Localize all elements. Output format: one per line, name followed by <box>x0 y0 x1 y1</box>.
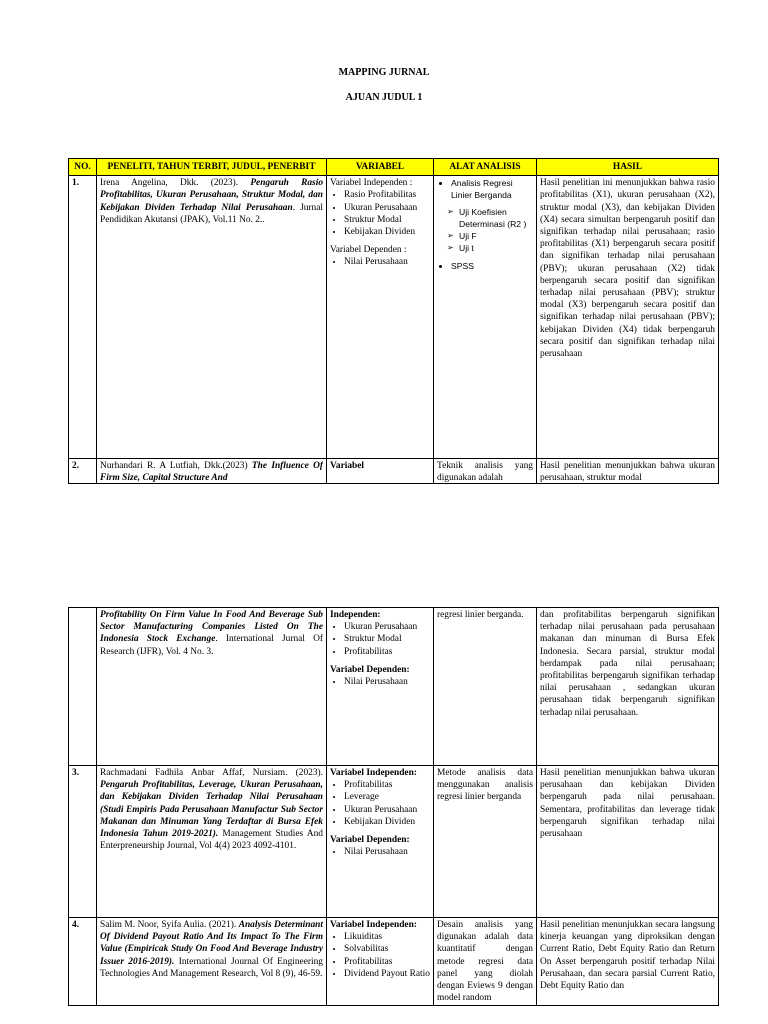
list-item: • Profitabilitas <box>344 646 430 658</box>
variabel-cell <box>327 766 434 918</box>
hasil-cell: dan profitabilitas berpengaruh signifikan terhadap nilai perusahaan pada perusahaan makanan dan minuman di Bursa Efek Indonesia. Secara parsial, struktur modal berdampak pada nilai perusahaan; profitabilitas berpengaruh signifikan terhadap nilai perusahaan , sedangkan ukuran perusahaan tidak berpengaruh signifikan terhadap nilai perusahaan. <box>537 608 719 766</box>
list-item: • Profitabilitas <box>344 956 430 968</box>
alat-main: • Analisis Regresi Linier Berganda <box>451 177 533 201</box>
row-number: 2. <box>69 459 97 484</box>
authors: Nurhandari R. A Lutfiah, Dkk.(2023) <box>100 461 248 472</box>
list-item: • Nilai Perusahaan <box>344 846 430 858</box>
list-item: ➢ Uji F <box>459 230 533 242</box>
variabel-cell <box>327 918 434 1006</box>
header-peneliti: PENELITI, TAHUN TERBIT, JUDUL, PENERBIT <box>97 159 327 176</box>
alat-cell: regresi linier berganda. <box>434 608 537 766</box>
mapping-table-part-1 <box>68 158 719 484</box>
paper-title-part-b: Profitability On Firm Value In Food And Beverage Sub Sector Manufacturing Companies Listed On The Indonesia Stock Exchange <box>100 610 323 645</box>
alat-cell: Desain analisis yang digunakan adalah data kuantitatif dengan metode regresi data panel yang diolah dengan Eviews 9 dengan model random <box>434 918 537 1006</box>
row-number: 1. <box>69 176 97 459</box>
hasil-cell <box>537 459 719 484</box>
paper-title: Pengaruh Rasio Profitabilitas, Ukuran Perusahaan, Struktur Modal, dan Kebijakan Dividen Terhadap Nilai Perusahaan <box>100 178 324 213</box>
peneliti-cell <box>97 918 327 1006</box>
document-title: MAPPING JURNAL <box>338 67 430 78</box>
alat-cell <box>434 176 537 459</box>
var-independen-label-part-a: Variabel <box>330 461 365 472</box>
table-row <box>69 176 719 459</box>
var-dependen-label: Variabel Dependen : <box>330 245 407 256</box>
list-item: • Rasio Profitabilitas <box>344 189 430 201</box>
row-number-empty <box>69 608 97 766</box>
var-independen-label: Variabel Independen: <box>330 768 417 778</box>
list-item: ➢ Uji t <box>459 242 533 254</box>
list-item: • Nilai Perusahaan <box>344 676 430 688</box>
var-independen-list <box>330 189 430 238</box>
peneliti-cell <box>97 459 327 484</box>
hasil-text-part-a: Hasil penelitian menunjukkan bahwa ukuran perusahaan, struktur modal <box>540 461 715 483</box>
variabel-cell <box>327 176 434 459</box>
row-number: 3. <box>69 766 97 918</box>
var-dependen-list <box>330 256 430 268</box>
table-row <box>69 608 719 766</box>
var-dependen-list <box>330 676 430 688</box>
header-no: NO. <box>69 159 97 176</box>
list-item: • Likuiditas <box>344 931 430 943</box>
variabel-cell <box>327 459 434 484</box>
var-independen-list <box>330 931 430 980</box>
authors: Irena Angelina, Dkk. (2023). <box>100 178 239 189</box>
paper-title: Analysis Determinant Of Dividend Payout Ratio And Its Impact To The Firm Value (Empiricak Study On Food And Beverage Industry Issuer 2016-2019). <box>100 920 324 967</box>
list-item: ➢ Uji Koefisien Determinasi (R2 ) <box>459 206 533 230</box>
paper-title-part-a: The Influence Of Firm Size, Capital Structure And <box>100 461 323 483</box>
peneliti-cell <box>97 766 327 918</box>
list-item: • Solvabilitas <box>344 943 430 955</box>
list-item: • Kebijakan Dividen <box>344 816 430 828</box>
list-item: • Struktur Modal <box>344 633 430 645</box>
hasil-cell: Hasil penelitian ini menunjukkan bahwa rasio profitabilitas (X1), ukuran perusahaan (X2), struktur modal (X3), dan kebijakan Dividen (X4) secara simultan berpengaruh positif dan signifikan terhadap nilai perusahaan; rasio profitabilitas (X1) berpengaruh secara positif dan signifikan terhadap nilai perusahaan (PBV); ukuran perusahaan (X2) tidak berpengaruh secara positif dan signifikan terhadap nilai perusahaan (PBV); struktur modal (X3) berpengaruh secara positif dan signifikan terhadap nilai perusahaan (PBV); kebijakan Dividen (X4) tidak berpengaruh secara positif dan signifikan terhadap nilai perusahaan <box>537 176 719 459</box>
alat-cell: Metode analisis data menggunakan analisis regresi linier berganda <box>434 766 537 918</box>
document-subtitle: AJUAN JUDUL 1 <box>345 92 423 103</box>
alat-sub-list <box>437 206 533 255</box>
publisher: International Journal Of Engineering Technologies And Management Research, Vol 8 (9), 46-59. <box>100 956 323 979</box>
publisher: . Jurnal Pendidikan Akutansi (JPAK), Vol.11 No. 2.. <box>100 202 323 225</box>
list-item: • Dividend Payout Ratio <box>344 968 430 980</box>
publisher: Management Studies And Enterpreneurship Journal, Vol 4(4) 2023 4092-4101. <box>100 829 323 852</box>
hasil-cell: Hasil penelitian menunjukkan secara langsung kinerja keuangan yang diproksikan dengan Current Ratio, Debt Equity Ratio dan Return On Asset berpengaruh positif terhadap Nilai Perusahaan, dan secara parsial Current Ratio, Debt Equity Ratio dan <box>537 918 719 1006</box>
peneliti-cell <box>97 608 327 766</box>
row-number: 4. <box>69 918 97 1006</box>
list-item: • Struktur Modal <box>344 214 430 226</box>
var-independen-label: Variabel Independen : <box>330 178 413 189</box>
var-independen-list <box>330 779 430 828</box>
list-item: • Ukuran Perusahaan <box>344 804 430 816</box>
alat-text-part-a: Teknik analisis yang digunakan adalah <box>437 461 533 483</box>
table-row <box>69 918 719 1006</box>
list-item: • Nilai Perusahaan <box>344 256 430 268</box>
table-row <box>69 766 719 918</box>
var-dependen-label: Variabel Dependen: <box>330 835 410 846</box>
list-item: • Ukuran Perusahaan <box>344 202 430 214</box>
list-item: • Ukuran Perusahaan <box>344 621 430 633</box>
list-item: • Kebijakan Dividen <box>344 226 430 238</box>
variabel-cell <box>327 608 434 766</box>
table-row <box>69 459 719 484</box>
list-item: • Leverage <box>344 791 430 803</box>
list-item: • Profitabilitas <box>344 779 430 791</box>
table-header-row <box>69 159 719 176</box>
var-dependen-label: Variabel Dependen: <box>330 664 410 675</box>
header-variabel: VARIABEL <box>327 159 434 176</box>
header-hasil: HASIL <box>537 159 719 176</box>
var-independen-label: Variabel Independen: <box>330 920 417 930</box>
paper-title: Pengaruh Profitabilitas, Leverage, Ukuran Perusahaan, dan Kebijakan Dividen Terhadap Nilai Perusahaan (Studi Empiris Pada Perusahaan Manufactur Sub Sector Makanan dan Minuman Yang Terdaftar di Bursa Efek Indonesia Tahun 2019-2021). <box>100 780 323 840</box>
alat-cell <box>434 459 537 484</box>
authors: Salim M. Noor, Syifa Aulia. (2021). <box>100 920 237 930</box>
publisher: . International Jurnal Of Research (IJFR), Vol. 4 No. 3. <box>100 634 323 657</box>
peneliti-cell <box>97 176 327 459</box>
var-independen-list <box>330 621 430 658</box>
hasil-cell: Hasil penelitian menunjukkan bahwa ukuran perusahaan dan kebijakan Dividen berpengaruh pada nilai perusahaan. Sementara, profitabilitas dan leverage tidak berpengaruh signifikan terhadap nilai perusahaan <box>537 766 719 918</box>
mapping-table-part-2 <box>68 607 719 1006</box>
authors: Rachmadani Fadhila Anbar Affaf, Nursiam. (2023). <box>100 768 323 778</box>
header-alat-analisis: ALAT ANALISIS <box>434 159 537 176</box>
alat-software: • SPSS <box>451 260 533 272</box>
var-dependen-list <box>330 846 430 858</box>
var-independen-label-part-b: Independen: <box>330 610 381 620</box>
page-2 <box>0 540 768 1024</box>
